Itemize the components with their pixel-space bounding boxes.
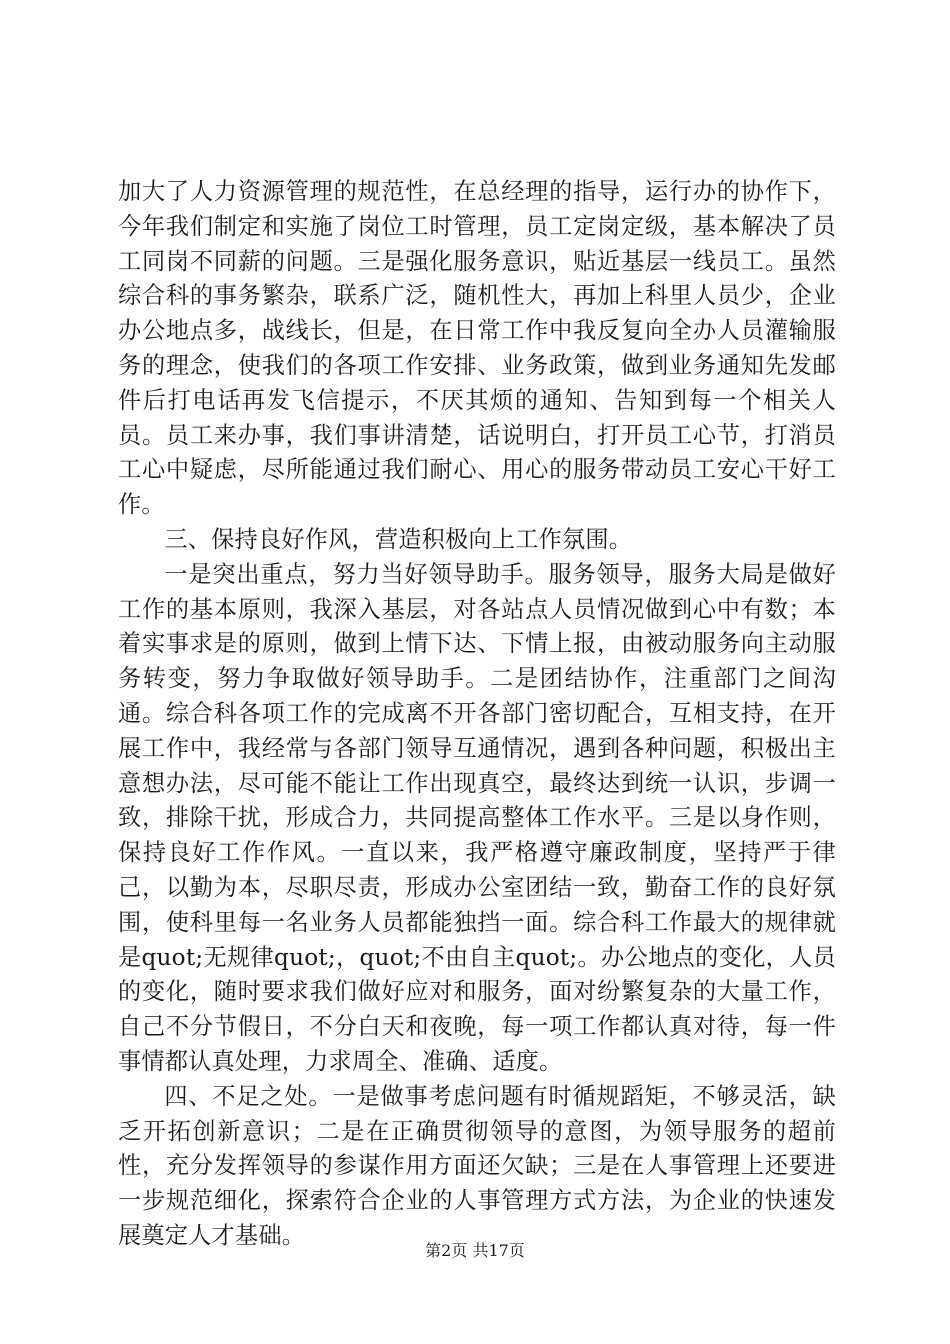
document-body — [118, 175, 836, 1254]
heading-section-three: 三、保持良好作风，营造积极向上工作氛围。 — [164, 525, 633, 553]
paragraph-shortcomings: 四、不足之处。一是做事考虑问题有时循规蹈矩，不够灵活，缺乏开拓创新意识；二是在正确贯彻领导的意图，为领导服务的超前性，充分发挥领导的参谋作用方面还欠缺；三是在人事管理上还要进一步规范细化，探索符合企业的人事管理方式方法，为企业的快速发展奠定人才基础。 — [118, 1082, 836, 1249]
paragraph-service-awareness: 加大了人力资源管理的规范性，在总经理的指导，运行办的协作下，今年我们制定和实施了岗位工时管理，员工定岗定级，基本解决了员工同岗不同薪的问题。三是强化服务意识，贴近基层一线员工。虽然综合科的事务繁杂，联系广泛，随机性大，再加上科里人员少，企业办公地点多，战线长，但是，在日常工作中我反复向全办人员灌输服务的理念，使我们的各项工作安排、业务政策，做到业务通知先发邮件后打电话再发飞信提示，不厌其烦的通知、告知到每一个相关人员。员工来办事，我们事讲清楚，话说明白，打开员工心节，打消员工心中疑虑，尽所能通过我们耐心、用心的服务带动员工安心干好工作。 — [118, 178, 836, 519]
page-number-footer: 第2页 共17页 — [425, 1241, 525, 1260]
paragraph-work-style: 一是突出重点，努力当好领导助手。服务领导，服务大局是做好工作的基本原则，我深入基层，对各站点人员情况做到心中有数；本着实事求是的原则，做到上情下达、下情上报，由被动服务向主动服务转变，努力争取做好领导助手。二是团结协作，注重部门之间沟通。综合科各项工作的完成离不开各部门密切配合，互相支持，在开展工作中，我经常与各部门领导互通情况，遇到各种问题，积极出主意想办法，尽可能不能让工作出现真空，最终达到统一认识，步调一致，排除干扰，形成合力，共同提高整体工作水平。三是以身作则，保持良好工作作风。一直以来，我严格遵守廉政制度，坚持严于律己，以勤为本，尽职尽责，形成办公室团结一致，勤奋工作的良好氛围，使科里每一名业务人员都能独挡一面。综合科工作最大的规律就是quot;无规律quot;，quot;不由自主quot;。办公地点的变化，人员的变化，随时要求我们做好应对和服务，面对纷繁复杂的大量工作，自己不分节假日，不分白天和夜晚，每一项工作都认真对待，每一件事情都认真处理，力求周全、准确、适度。 — [118, 560, 836, 1075]
